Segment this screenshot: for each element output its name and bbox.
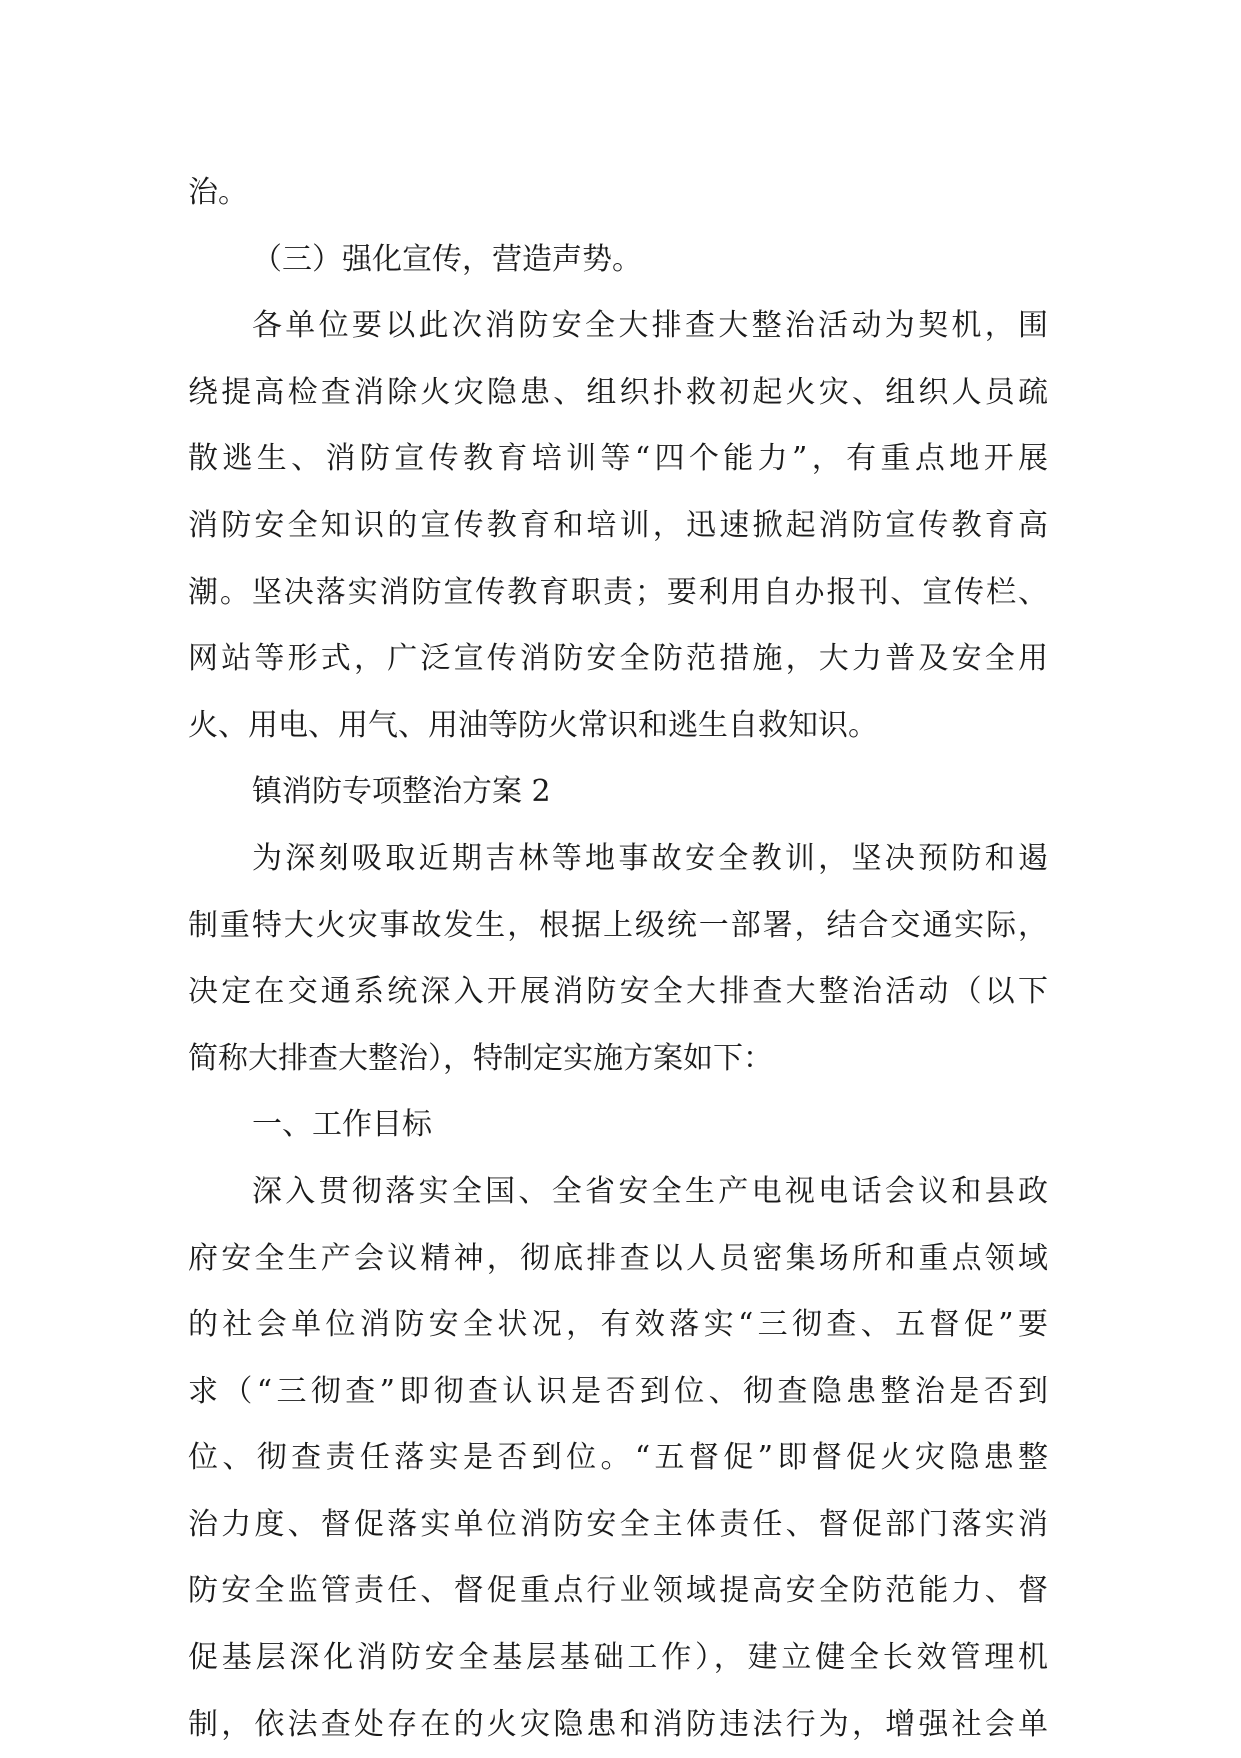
text-line: 制，依法查处存在的火灾隐患和消防违法行为，增强社会单 [188,1706,1048,1742]
text-line: 府安全生产会议精神，彻底排查以人员密集场所和重点领域 [188,1240,1048,1276]
text-line: 防安全监管责任、督促重点行业领域提高安全防范能力、督 [188,1573,1048,1609]
text-line: 促基层深化消防安全基层基础工作），建立健全长效管理机 [188,1640,1048,1676]
text-line: 为深刻吸取近期吉林等地事故安全教训，坚决预防和遏 [252,840,1048,876]
text-line: 绕提高检查消除火灾隐患、组织扑救初起火灾、组织人员疏 [188,374,1048,410]
text-line: （三）强化宣传，营造声势。 [252,241,642,277]
text-line: 求（“三彻查”即彻查认识是否到位、彻查隐患整治是否到 [188,1373,1048,1409]
text-line: 一、工作目标 [252,1107,432,1143]
text-line: 决定在交通系统深入开展消防安全大排查大整治活动（以下 [188,974,1048,1010]
text-line: 治力度、督促落实单位消防安全主体责任、督促部门落实消 [188,1506,1048,1542]
text-line: 镇消防专项整治方案 2 [252,774,551,810]
text-line: 散逃生、消防宣传教育培训等“四个能力”，有重点地开展 [188,441,1048,477]
text-line: 的社会单位消防安全状况，有效落实“三彻查、五督促”要 [188,1307,1048,1343]
text-line: 火、用电、用气、用油等防火常识和逃生自救知识。 [188,707,878,743]
text-line: 制重特大火灾事故发生，根据上级统一部署，结合交通实际， [188,907,1048,943]
text-line: 各单位要以此次消防安全大排查大整治活动为契机，围 [252,308,1048,344]
text-line: 简称大排查大整治），特制定实施方案如下： [188,1040,773,1076]
text-line: 位、彻查责任落实是否到位。“五督促”即督促火灾隐患整 [188,1440,1048,1476]
text-line: 深入贯彻落实全国、全省安全生产电视电话会议和县政 [252,1173,1048,1209]
text-line: 潮。坚决落实消防宣传教育职责；要利用自办报刊、宣传栏、 [188,574,1048,610]
document-body [188,160,1048,1758]
text-line: 网站等形式，广泛宣传消防安全防范措施，大力普及安全用 [188,641,1048,677]
text-line: 消防安全知识的宣传教育和培训，迅速掀起消防宣传教育高 [188,507,1048,543]
text-line: 治。 [188,175,248,210]
